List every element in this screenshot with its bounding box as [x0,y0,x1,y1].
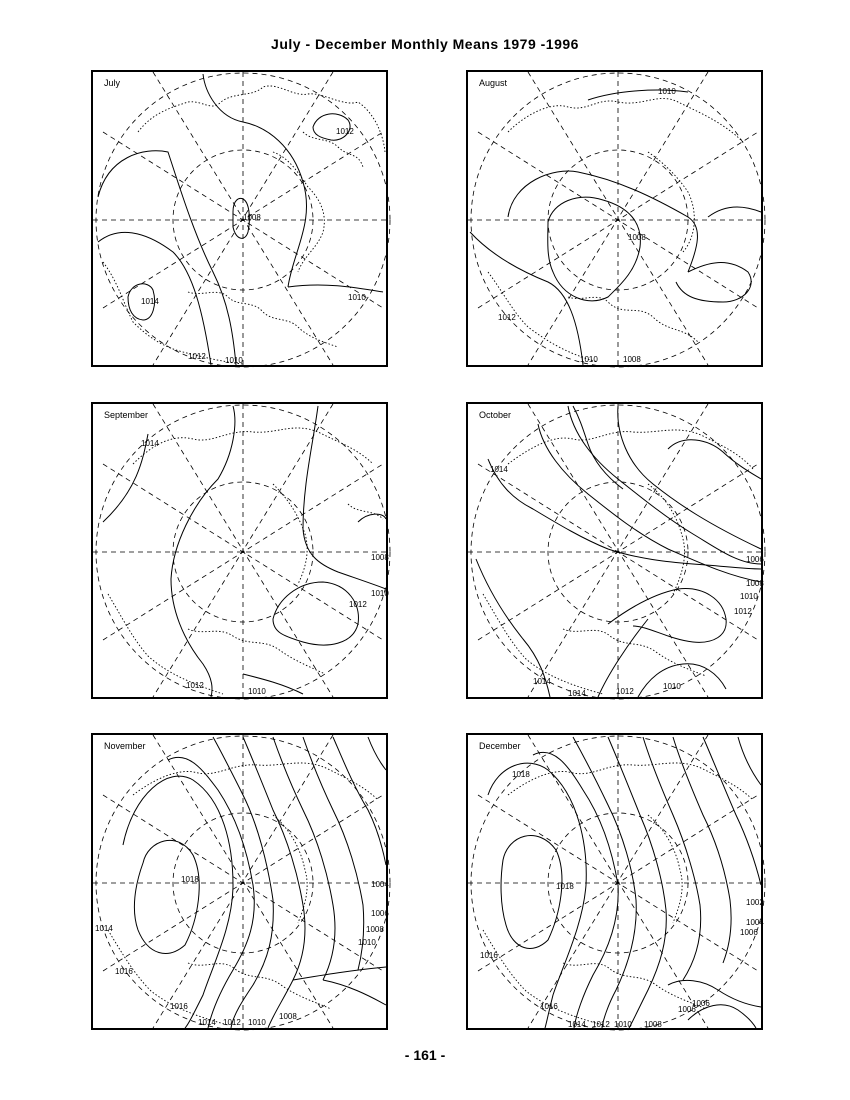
isobar-label: 1008 [644,1020,662,1029]
isobar-label: 1012 [223,1018,241,1027]
polar-map [93,72,386,365]
isobar-label: 1014 [141,439,159,448]
isobar-label: 1012 [349,600,367,609]
isobars [123,737,386,1028]
page-number: - 161 - [404,1047,446,1063]
isobar-label: 1018 [512,770,530,779]
isobar-label: 1008 [628,233,646,242]
contour-labels [141,439,389,696]
map-panel-november [91,733,388,1030]
isobar-label: 1002 [746,898,764,907]
isobar-label: 1010 [663,682,681,691]
coastlines [108,428,383,694]
isobar-label: 1008 [371,553,389,562]
isobar-label: 1014 [568,689,586,698]
isobar-label: 1014 [141,297,159,306]
panel-month-label: August [479,78,508,88]
isobar-label: 1014 [490,465,508,474]
isobar-label: 1016 [480,951,498,960]
graticule [93,72,390,367]
isobar-label: 1014 [568,1020,586,1029]
isobar-label: 1010 [358,938,376,947]
isobar-label: 1014 [95,924,113,933]
map-panel-december [466,733,763,1030]
coastlines [488,98,743,362]
isobar-label: 1008 [243,213,261,222]
isobar-label: 1008 [366,925,384,934]
map-panel-july [91,70,388,367]
contour-labels [95,875,389,1027]
panel-month-label: October [479,410,512,420]
isobar-label: 1010 [658,87,676,96]
isobar-label: 1018 [556,882,574,891]
isobar-label: 1012 [188,352,206,361]
isobar-label: 1012 [498,313,516,322]
isobar-label: 1006 [371,909,389,918]
isobar-label: 1010 [740,592,758,601]
isobar-label: 1012 [616,687,634,696]
isobar-label: 1012 [336,127,354,136]
isobars [488,737,761,1028]
polar-map [468,735,764,1029]
isobar-label: 1012 [186,681,204,690]
isobar-label: 1016 [170,1002,188,1011]
isobar-label: 1008 [746,579,764,588]
polar-map [93,735,389,1028]
isobar-label: 1012 [734,607,752,616]
isobar-label: 1012 [592,1020,610,1029]
isobar-label: 1010 [371,589,389,598]
map-panel-october [466,402,763,699]
isobar-label: 1010 [248,1018,266,1027]
isobar-label: 1010 [580,355,598,364]
panel-month-label: September [104,410,149,420]
contour-labels [480,770,764,1029]
isobar-label: 1016 [540,1002,558,1011]
page-title: July - December Monthly Means 1979 -1996 [271,36,579,52]
polar-map [468,404,764,698]
map-panel-august [466,70,763,367]
contour-labels [141,127,366,365]
isobar-label: 1006 [746,555,764,564]
isobar-label: 1006 [740,928,758,937]
polar-map [93,404,389,697]
isobar-label: 1004 [371,880,389,889]
graticule [468,72,765,367]
panel-month-label: December [479,741,521,751]
panel-month-label: July [104,78,121,88]
graticule [93,404,390,699]
isobar-label: 1018 [181,875,199,884]
isobar-label: 1006 [692,999,710,1008]
isobar-label: 1010 [248,687,266,696]
isobar-label: 1014 [198,1018,216,1027]
isobar-label: 1008 [623,355,641,364]
isobar-label: 1014 [533,677,551,686]
isobar-label: 1004 [746,918,764,927]
isobars [98,74,383,365]
isobar-label: 1006 [678,1005,696,1014]
contour-labels [498,87,676,364]
map-panel-september [91,402,388,699]
polar-map [468,72,761,365]
isobar-label: 1008 [279,1012,297,1021]
isobar-label: 1010 [614,1020,632,1029]
panel-month-label: November [104,741,146,751]
isobar-label: 1010 [348,293,366,302]
isobar-label: 1010 [225,356,243,365]
isobar-label: 1016 [115,967,133,976]
